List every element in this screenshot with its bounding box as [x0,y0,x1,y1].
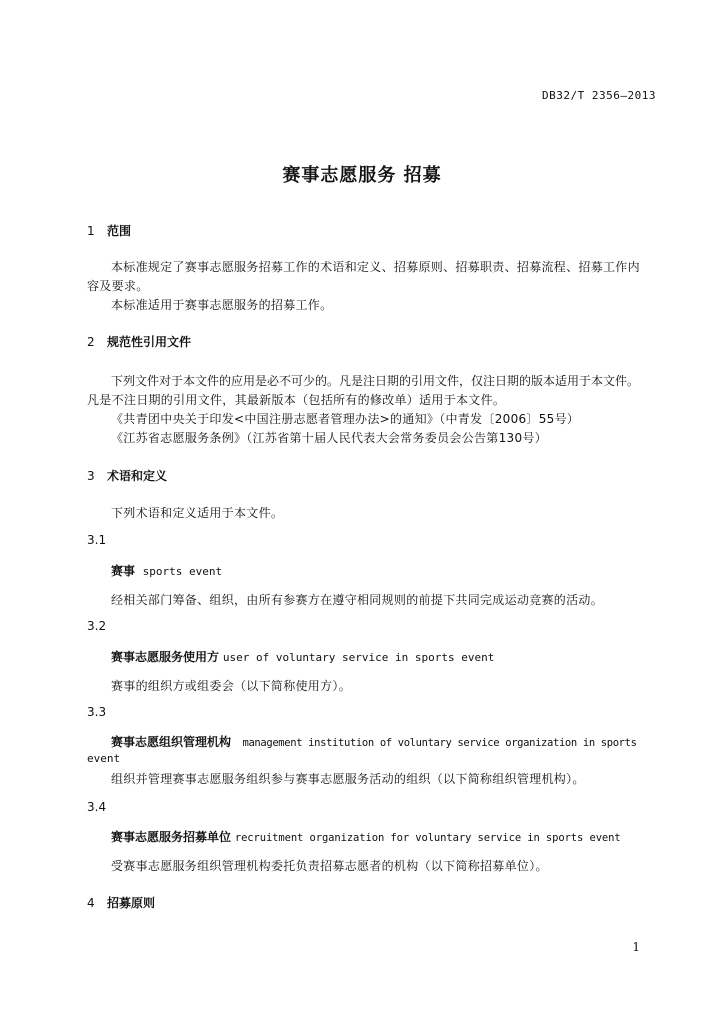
section-2-heading [87,333,191,350]
reference-item: 《共青团中央关于印发<中国注册志愿者管理办法>的通知》（中青发〔2006〕55号） [111,412,580,426]
document-title: 赛事志愿服务 招募 [282,165,442,186]
standard-code: DB32/T 2356—2013 [542,89,656,102]
section-4-heading [87,894,155,911]
section-number: 1 [87,224,95,238]
paragraph: 下列术语和定义适用于本文件。 [111,506,284,520]
section-title: 招募原则 [107,896,156,910]
term-number: 3.3 [87,705,107,719]
term-chinese: 赛事志愿服务招募单位 [111,830,232,844]
section-1-heading [87,222,131,239]
section-number: 3 [87,469,95,483]
reference-item: 《江苏省志愿服务条例》（江苏省第十届人民代表大会常务委员会公告第130号） [111,431,548,445]
section-title: 术语和定义 [107,469,168,483]
term-entry [111,648,494,665]
paragraph: 容及要求。 [87,279,149,293]
term-english: recruitment organization for voluntary service in sports event [234,832,621,844]
section-number: 2 [87,335,95,349]
term-definition: 组织并管理赛事志愿服务组织参与赛事志愿服务活动的组织（以下简称组织管理机构）。 [111,772,585,786]
term-english: sports event [142,565,223,578]
section-title: 范围 [107,224,132,238]
paragraph: 下列文件对于本文件的应用是必不可少的。凡是注日期的引用文件，仅注日期的版本适用于本文件。 [111,374,640,388]
term-entry [111,733,637,750]
section-3-heading [87,467,167,484]
section-number: 4 [87,896,95,910]
term-chinese: 赛事志愿组织管理机构 [111,735,232,749]
term-entry [111,562,222,579]
paragraph: 本标准适用于赛事志愿服务的招募工作。 [111,298,333,312]
term-english-continued: event [87,752,121,765]
term-definition: 经相关部门筹备、组织，由所有参赛方在遵守相同规则的前提下共同完成运动竞赛的活动。 [111,593,604,607]
page-number: 1 [632,940,640,954]
term-definition: 受赛事志愿服务组织管理机构委托负责招募志愿者的机构（以下简称招募单位）。 [111,859,548,873]
term-number: 3.2 [87,619,107,633]
term-english: management institution of voluntary service organization in sports [242,737,637,749]
paragraph: 凡是不注日期的引用文件，其最新版本（包括所有的修改单）适用于本文件。 [87,393,506,407]
term-chinese: 赛事 [111,564,136,578]
term-number: 3.4 [87,800,107,814]
term-definition: 赛事的组织方或组委会（以下简称使用方）。 [111,679,352,693]
term-chinese: 赛事志愿服务使用方 [111,650,220,664]
term-number: 3.1 [87,533,107,547]
paragraph: 本标准规定了赛事志愿服务招募工作的术语和定义、招募原则、招募职责、招募流程、招募工作内 [111,260,640,274]
section-title: 规范性引用文件 [107,335,192,349]
term-entry [111,828,621,845]
term-english: user of voluntary service in sports event [222,651,495,664]
